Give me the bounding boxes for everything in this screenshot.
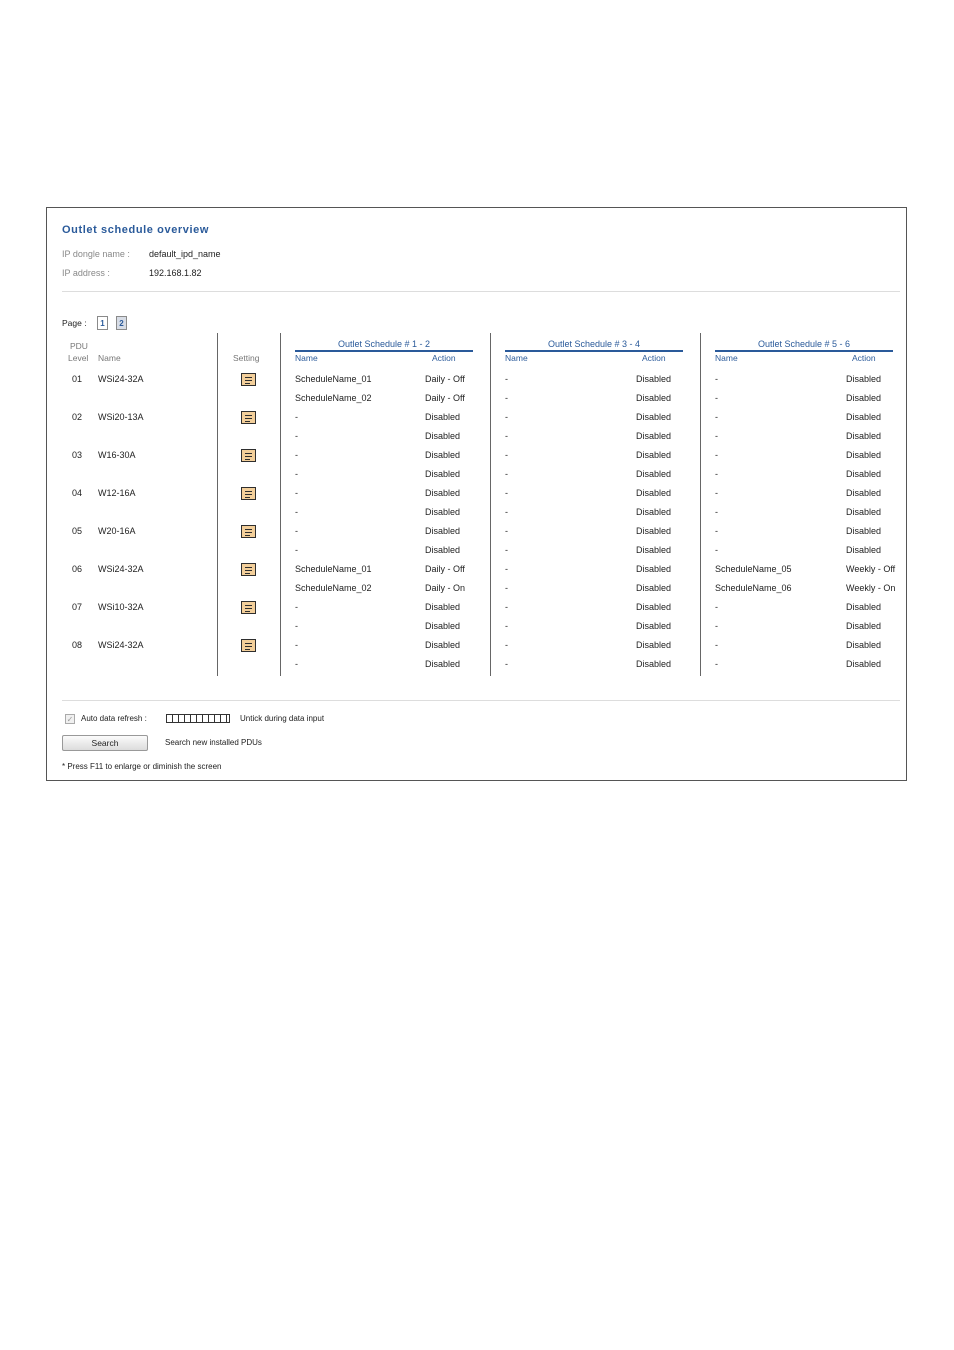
refresh-progress-bar [166,714,230,723]
schedule-action: Daily - Off [425,393,465,403]
auto-refresh-label: Auto data refresh : [81,714,147,723]
dongle-name-label: IP dongle name : [62,249,130,259]
pdu-level: 01 [72,374,83,384]
divider-bottom [62,700,900,701]
group-2-name-header: Name [505,353,528,363]
separator-name-setting [217,333,218,676]
dongle-name-value: default_ipd_name [149,249,221,259]
schedule-action: Disabled [846,507,882,517]
group-2-title: Outlet Schedule # 3 - 4 [547,339,641,349]
schedule-action: Disabled [846,526,882,536]
icon-line [245,418,252,419]
group-1-title: Outlet Schedule # 1 - 2 [337,339,431,349]
group-2-action-header: Action [642,353,666,363]
schedule-action: Disabled [636,583,672,593]
schedule-action: Disabled [636,469,672,479]
icon-line [245,605,252,606]
untick-hint: Untick during data input [240,714,325,723]
icon-line [245,643,252,644]
schedule-action: Disabled [425,545,461,555]
icon-line [245,453,252,454]
schedule-name: - [715,621,718,631]
page-2-button[interactable]: 2 [116,316,127,330]
outlet-schedule-panel [46,207,907,781]
schedule-name: - [505,564,508,574]
schedule-action: Daily - Off [425,564,465,574]
schedule-action: Disabled [846,602,882,612]
schedule-name: - [295,450,298,460]
icon-line [245,608,252,609]
settings-list-icon[interactable] [241,601,256,614]
schedule-name: - [715,374,718,384]
schedule-action: Weekly - On [846,583,896,593]
schedule-name: - [715,469,718,479]
icon-line [245,383,250,384]
schedule-action: Disabled [636,412,672,422]
schedule-action: Disabled [425,450,461,460]
schedule-name: ScheduleName_01 [295,374,372,384]
icon-line [245,570,252,571]
pdu-name: WSi20-13A [98,412,144,422]
schedule-name: - [505,545,508,555]
schedule-name: - [295,659,298,669]
pdu-name: WSi10-32A [98,602,144,612]
schedule-action: Disabled [425,507,461,517]
schedule-action: Disabled [846,393,882,403]
settings-list-icon[interactable] [241,563,256,576]
icon-line [245,532,252,533]
settings-list-icon[interactable] [241,373,256,386]
icon-line [245,573,250,574]
pdu-level: 08 [72,640,83,650]
divider-top [62,291,900,292]
schedule-action: Disabled [636,621,672,631]
schedule-name: - [715,640,718,650]
schedule-name: - [505,469,508,479]
icon-line [245,529,252,530]
search-hint: Search new installed PDUs [165,738,262,747]
schedule-action: Disabled [846,621,882,631]
schedule-name: - [505,640,508,650]
schedule-name: - [505,393,508,403]
schedule-action: Disabled [636,431,672,441]
schedule-name: - [295,431,298,441]
pdu-level: 03 [72,450,83,460]
group-1-action-header: Action [432,353,456,363]
schedule-action: Disabled [425,431,461,441]
group-3-title: Outlet Schedule # 5 - 6 [757,339,851,349]
schedule-action: Disabled [425,640,461,650]
page-label: Page : [62,318,87,328]
schedule-action: Disabled [636,526,672,536]
schedule-action: Disabled [425,469,461,479]
search-button[interactable]: Search [62,735,148,751]
icon-line [245,491,252,492]
schedule-name: - [715,450,718,460]
schedule-action: Disabled [425,526,461,536]
group-1-name-header: Name [295,353,318,363]
schedule-name: ScheduleName_01 [295,564,372,574]
schedule-action: Disabled [846,640,882,650]
schedule-action: Disabled [425,602,461,612]
schedule-action: Disabled [636,507,672,517]
schedule-name: - [505,507,508,517]
schedule-action: Disabled [636,564,672,574]
schedule-name: - [715,412,718,422]
schedule-name: - [505,659,508,669]
schedule-name: - [295,526,298,536]
icon-line [245,415,252,416]
icon-line [245,494,252,495]
schedule-action: Weekly - Off [846,564,896,574]
schedule-name: - [715,659,718,669]
schedule-name: ScheduleName_05 [715,564,792,574]
schedule-action: Disabled [636,640,672,650]
group-3-underline [715,350,893,352]
icon-line [245,611,250,612]
pdu-level: 05 [72,526,83,536]
schedule-action: Disabled [636,488,672,498]
schedule-name: - [715,507,718,517]
schedule-action: Disabled [846,412,882,422]
schedule-name: - [505,583,508,593]
schedule-action: Disabled [425,659,461,669]
schedule-action: Disabled [846,450,882,460]
schedule-name: - [715,431,718,441]
schedule-action: Disabled [425,412,461,422]
schedule-action: Daily - On [425,583,466,593]
schedule-name: - [505,488,508,498]
schedule-name: - [715,393,718,403]
pdu-name: WSi24-32A [98,564,144,574]
schedule-name: ScheduleName_02 [295,393,372,403]
ip-address-value: 192.168.1.82 [149,268,202,278]
schedule-action: Disabled [425,621,461,631]
settings-list-icon[interactable] [241,639,256,652]
schedule-action: Disabled [846,469,882,479]
pdu-header: PDU [70,341,88,351]
icon-line [245,646,252,647]
separator-group-2 [490,333,491,676]
schedule-name: - [295,507,298,517]
icon-line [245,459,250,460]
schedule-action: Disabled [636,659,672,669]
icon-line [245,567,252,568]
schedule-name: - [295,545,298,555]
schedule-name: - [295,412,298,422]
schedule-name: - [295,602,298,612]
schedule-name: ScheduleName_02 [295,583,372,593]
schedule-action: Daily - Off [425,374,465,384]
separator-group-3 [700,333,701,676]
schedule-name: - [505,374,508,384]
pdu-level: 07 [72,602,83,612]
schedule-name: ScheduleName_06 [715,583,792,593]
settings-list-icon[interactable] [241,411,256,424]
panel-title: Outlet schedule overview [62,224,210,236]
settings-list-icon[interactable] [241,449,256,462]
schedule-action: Disabled [636,393,672,403]
pdu-name: WSi24-32A [98,374,144,384]
pdu-name: W12-16A [98,488,136,498]
schedule-name: - [505,526,508,536]
group-3-name-header: Name [715,353,738,363]
pdu-level: 02 [72,412,83,422]
schedule-name: - [295,469,298,479]
group-2-underline [505,350,683,352]
group-3-action-header: Action [852,353,876,363]
icon-line [245,377,252,378]
schedule-name: - [715,545,718,555]
auto-refresh-checkbox[interactable]: ✓ [66,715,74,724]
schedule-name: - [505,412,508,422]
level-header: Level [68,353,89,363]
schedule-name: - [505,450,508,460]
schedule-name: - [505,431,508,441]
icon-line [245,535,250,536]
schedule-action: Disabled [846,659,882,669]
schedule-action: Disabled [636,602,672,612]
setting-header: Setting [233,353,260,363]
schedule-action: Disabled [425,488,461,498]
schedule-action: Disabled [636,450,672,460]
schedule-action: Disabled [846,545,882,555]
group-1-underline [295,350,473,352]
schedule-action: Disabled [846,488,882,498]
schedule-name: - [295,640,298,650]
icon-line [245,497,250,498]
icon-line [245,456,252,457]
page-1-button[interactable]: 1 [97,316,108,330]
schedule-action: Disabled [636,374,672,384]
schedule-name: - [295,621,298,631]
schedule-action: Disabled [846,374,882,384]
schedule-action: Disabled [846,431,882,441]
pdu-level: 06 [72,564,83,574]
f11-note: * Press F11 to enlarge or diminish the screen [62,762,222,771]
pdu-level: 04 [72,488,83,498]
pdu-name: WSi24-32A [98,640,144,650]
schedule-name: - [715,602,718,612]
pdu-name: W20-16A [98,526,136,536]
settings-list-icon[interactable] [241,487,256,500]
separator-group-1 [280,333,281,676]
schedule-name: - [505,602,508,612]
name-header: Name [98,353,121,363]
schedule-action: Disabled [636,545,672,555]
schedule-name: - [295,488,298,498]
settings-list-icon[interactable] [241,525,256,538]
pdu-name: W16-30A [98,450,136,460]
icon-line [245,380,252,381]
icon-line [245,421,250,422]
ip-address-label: IP address : [62,268,110,278]
schedule-name: - [715,526,718,536]
schedule-name: - [715,488,718,498]
schedule-name: - [505,621,508,631]
icon-line [245,649,250,650]
